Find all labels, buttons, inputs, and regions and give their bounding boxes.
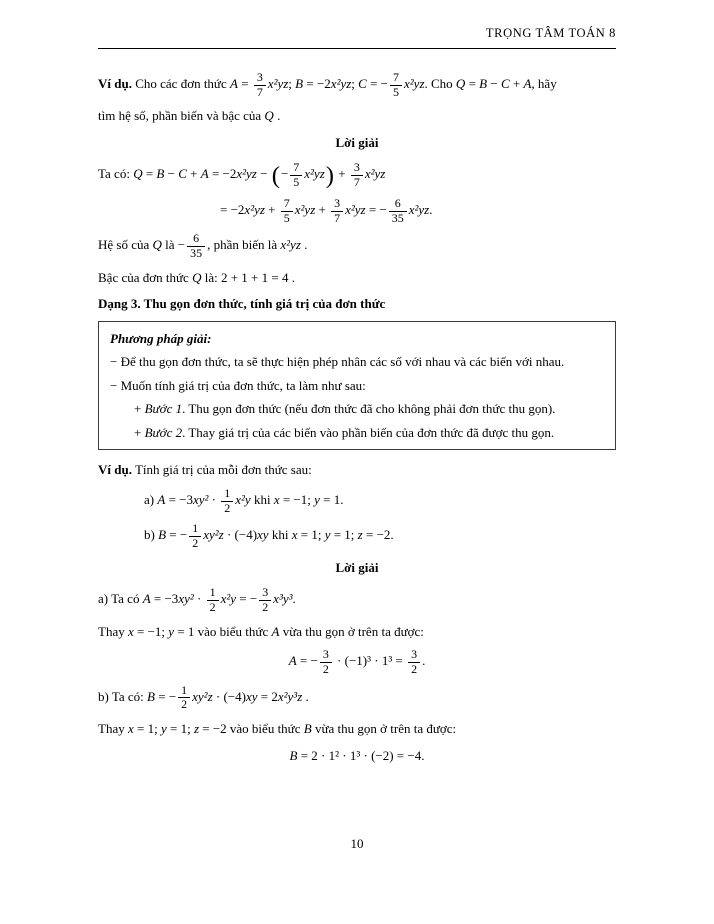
fraction-numerator: 3 <box>262 585 269 600</box>
text-segment: x²yz <box>345 202 366 218</box>
fraction-denominator: 35 <box>187 246 205 261</box>
text-segment: = 1. <box>319 492 344 508</box>
text-segment: . <box>292 591 296 607</box>
text-segment: z <box>357 527 363 543</box>
page-number: 10 <box>350 836 364 851</box>
example-2-intro <box>98 460 616 480</box>
text-segment: A <box>142 591 151 607</box>
text-segment: = −1; <box>133 623 169 639</box>
text-segment: + <box>335 166 349 182</box>
text-segment: = 1; <box>133 721 161 737</box>
text-segment: . <box>429 202 433 218</box>
solution-b-1 <box>98 684 616 712</box>
fraction-denominator: 2 <box>178 697 190 712</box>
fraction-numerator: 1 <box>192 521 199 536</box>
fraction-numerator: 1 <box>209 585 216 600</box>
text-segment: B <box>479 76 488 92</box>
text-segment: . <box>300 237 308 253</box>
text-segment: C <box>500 76 510 92</box>
text-segment: . Cho <box>424 76 456 92</box>
text-segment: x²yz <box>304 166 325 182</box>
text-segment: + <box>134 424 145 440</box>
text-segment: a) <box>144 492 158 508</box>
text-segment: . Thu gọn đơn thức (nếu đơn thức đã cho không phải đơn thức thu gọn). <box>182 401 556 417</box>
text-segment: xy <box>257 527 269 543</box>
text-segment: Ví dụ. <box>98 462 132 478</box>
solution-b-2 <box>98 719 616 739</box>
text-segment: y <box>314 492 320 508</box>
text-segment: · (−4) <box>212 688 246 704</box>
solution-a-1 <box>98 586 616 614</box>
text-segment: = −1; <box>279 492 315 508</box>
method-box <box>98 321 616 451</box>
text-segment: b) Ta có: <box>98 688 148 704</box>
text-segment: ; <box>351 76 359 92</box>
fraction-numerator: 3 <box>256 70 263 84</box>
text-segment: = 1; <box>297 527 325 543</box>
text-segment: x²yz <box>244 202 265 218</box>
text-segment: x²yz <box>404 76 425 92</box>
coefficient-line <box>98 232 616 260</box>
text-segment: Bước 1 <box>144 401 183 417</box>
text-segment: Phương pháp giải: <box>110 330 212 346</box>
text-segment: Q <box>152 237 162 253</box>
text-segment: x²yz <box>236 166 257 182</box>
fraction-numerator: 1 <box>181 682 188 697</box>
text-segment: · <box>193 591 205 607</box>
fraction-numerator: 7 <box>293 160 300 175</box>
text-segment: y <box>168 623 175 639</box>
page-footer <box>0 836 714 852</box>
text-segment: = −2. <box>362 527 394 543</box>
fraction-denominator: 35 <box>389 211 407 226</box>
text-segment: x <box>127 623 134 639</box>
text-segment: xy²z <box>192 688 213 704</box>
solution-a-2 <box>98 622 616 642</box>
method-step-1 <box>110 399 604 419</box>
text-segment: + <box>509 76 524 92</box>
text-segment: vừa thu gọn ở trên ta được: <box>311 721 457 737</box>
item-b <box>98 522 616 550</box>
text-segment: C <box>178 166 187 182</box>
text-segment: = − <box>366 76 389 92</box>
text-segment: , hãy <box>531 76 557 92</box>
text-segment: Hệ số của <box>98 237 153 253</box>
text-segment: Ví dụ. <box>98 76 132 92</box>
text-segment: A <box>288 653 297 669</box>
text-segment: B <box>156 166 165 182</box>
text-segment: Q <box>192 269 202 285</box>
text-segment: − <box>280 166 289 182</box>
fraction <box>189 522 201 550</box>
fraction-denominator: 5 <box>290 175 302 190</box>
text-segment: x²yz <box>408 202 430 218</box>
fraction <box>389 197 407 225</box>
text-segment: C <box>358 76 367 92</box>
text-segment: − <box>256 166 271 182</box>
text-segment: = −3 <box>150 591 179 607</box>
text-segment: vừa thu gọn ở trên ta được: <box>279 623 424 639</box>
text-segment: B <box>147 688 155 704</box>
text-segment: = <box>237 76 252 92</box>
solution-heading-1 <box>98 133 616 153</box>
text-segment: y <box>324 527 331 543</box>
fraction <box>259 586 271 614</box>
text-segment: x²y <box>220 591 237 607</box>
text-segment: = −3 <box>165 492 193 508</box>
text-segment: = − <box>154 688 177 704</box>
text-segment: = − <box>236 591 258 607</box>
text-segment: = 1; <box>330 527 358 543</box>
method-line-1 <box>110 352 604 372</box>
text-segment: + <box>264 202 279 218</box>
text-segment: = <box>465 76 480 92</box>
text-segment: = −2 <box>208 166 237 182</box>
fraction-denominator: 2 <box>320 662 332 677</box>
text-segment: . Thay giá trị của các biến vào phần biến của đơn thức đã được thu gọn. <box>182 424 555 440</box>
text-segment: − Để thu gọn đơn thức, ta sẽ thực hiện phép nhân các số với nhau và các biến với nhau. <box>110 354 565 370</box>
text-segment: Q <box>133 166 143 182</box>
text-segment: z <box>193 721 199 737</box>
text-segment: . <box>422 653 426 669</box>
paren: ( <box>271 161 280 189</box>
equation-line-2 <box>98 197 616 225</box>
fraction <box>178 684 190 712</box>
text-segment: . <box>302 688 309 704</box>
text-segment: x²yz <box>330 76 352 92</box>
text-segment: khi <box>268 527 292 543</box>
example-1-intro <box>98 71 616 99</box>
fraction-numerator: 3 <box>322 647 329 662</box>
text-segment: x²yz <box>280 237 301 253</box>
equation-line-1 <box>98 161 616 189</box>
text-segment: Bước 2 <box>144 424 183 440</box>
fraction-denominator: 2 <box>221 501 233 516</box>
text-segment: Q <box>264 108 274 124</box>
fraction <box>187 232 205 260</box>
text-segment: là: 2 + 1 + 1 = 4 . <box>201 269 295 285</box>
text-segment: B <box>158 527 167 543</box>
text-segment: + <box>186 166 201 182</box>
text-segment: Tính giá trị của mỗi đơn thức sau: <box>131 462 312 478</box>
fraction-numerator: 3 <box>334 195 341 210</box>
example-1-intro-2 <box>98 106 616 126</box>
text-segment: + <box>315 202 330 218</box>
text-segment: x²yz <box>364 166 386 182</box>
text-segment: = 2 · 1² · 1³ · (−2) = −4. <box>297 747 425 763</box>
fraction <box>331 197 343 225</box>
fraction-denominator: 7 <box>254 85 266 100</box>
fraction <box>390 71 402 99</box>
text-segment: Bậc của đơn thức <box>98 269 193 285</box>
fraction-denominator: 7 <box>331 211 343 226</box>
content <box>98 49 616 765</box>
text-segment: · <box>208 492 220 508</box>
text-segment: x²y³z <box>277 688 303 704</box>
header-title: TRỌNG TÂM TOÁN 8 <box>485 26 616 40</box>
text-segment: xy² <box>178 591 194 607</box>
text-segment: Q <box>455 76 466 92</box>
text-segment: x³y³ <box>273 591 293 607</box>
text-segment: x <box>127 721 134 737</box>
fraction-denominator: 2 <box>207 600 219 615</box>
text-segment: · (−1)³ · 1³ = <box>333 653 407 669</box>
fraction-denominator: 7 <box>351 175 363 190</box>
text-segment: Thay <box>98 623 128 639</box>
fraction-numerator: 7 <box>283 195 290 210</box>
paren: ) <box>325 161 334 189</box>
text-segment: Lời giải <box>335 134 379 150</box>
text-segment: − <box>487 76 501 92</box>
text-segment: a) Ta có <box>98 591 143 607</box>
fraction-denominator: 2 <box>259 600 271 615</box>
fraction-numerator: 1 <box>224 485 231 500</box>
solution-heading-2 <box>98 558 616 578</box>
method-step-2 <box>110 423 604 443</box>
text-segment: , phần biến là <box>207 237 281 253</box>
text-segment: Ta có: <box>98 166 134 182</box>
fraction-numerator: 6 <box>193 231 200 246</box>
text-segment: B <box>303 721 312 737</box>
text-segment: x <box>273 492 280 508</box>
text-segment: = 2 <box>257 688 278 704</box>
method-line-2 <box>110 376 604 396</box>
text-segment: = 1 vào biểu thức <box>174 623 272 639</box>
text-segment: Thay <box>98 721 128 737</box>
text-segment: − Muốn tính giá trị của đơn thức, ta làm như sau: <box>110 377 366 393</box>
text-segment: A <box>157 492 166 508</box>
fraction-numerator: 3 <box>353 160 360 175</box>
fraction-denominator: 5 <box>390 85 402 100</box>
text-segment: = −2 <box>220 202 245 218</box>
text-segment: xy²z <box>203 527 224 543</box>
item-a <box>98 487 616 515</box>
solution-a-result <box>98 648 616 676</box>
fraction <box>254 71 266 99</box>
text-segment: = − <box>166 527 188 543</box>
page-header <box>98 26 616 49</box>
method-title <box>110 329 604 349</box>
text-segment: x²yz <box>294 202 316 218</box>
fraction <box>221 487 233 515</box>
fraction-numerator: 3 <box>411 647 418 662</box>
fraction <box>290 161 302 189</box>
text-segment: A <box>200 166 209 182</box>
fraction <box>320 648 332 676</box>
text-segment: b) <box>144 527 159 543</box>
fraction-numerator: 7 <box>393 70 399 84</box>
text-segment: là − <box>161 237 186 253</box>
text-segment: = − <box>296 653 318 669</box>
text-segment: khi <box>250 492 274 508</box>
text-segment: Dạng 3. Thu gọn đơn thức, tính giá trị của đơn thức <box>98 296 386 312</box>
text-segment: ; <box>288 76 296 92</box>
fraction-denominator: 5 <box>281 211 293 226</box>
text-segment: x²y <box>235 492 251 508</box>
fraction-denominator: 2 <box>189 536 201 551</box>
text-segment: = −2 <box>303 76 331 92</box>
text-segment: A <box>271 623 280 639</box>
text-segment: B <box>295 76 304 92</box>
text-segment: x²yz <box>267 76 289 92</box>
text-segment: = 1; <box>166 721 194 737</box>
solution-b-result <box>98 746 616 766</box>
text-segment: xy <box>245 688 258 704</box>
fraction <box>281 197 293 225</box>
fraction-denominator: 2 <box>408 662 420 677</box>
degree-line <box>98 268 616 288</box>
text-segment: B <box>289 747 298 763</box>
text-segment: Cho các đơn thức <box>131 76 231 92</box>
text-segment: x <box>291 527 298 543</box>
text-segment: = −2 vào biểu thức <box>199 721 304 737</box>
text-segment: · (−4) <box>223 527 258 543</box>
text-segment: − <box>164 166 179 182</box>
text-segment: Lời giải <box>335 559 379 575</box>
text-segment: + <box>134 401 145 417</box>
fraction <box>207 586 219 614</box>
fraction <box>351 161 363 189</box>
fraction <box>408 648 420 676</box>
text-segment: = <box>142 166 157 182</box>
fraction-numerator: 6 <box>394 195 401 210</box>
text-segment: y <box>160 721 167 737</box>
text-segment: xy² <box>192 492 209 508</box>
text-segment: A <box>523 76 532 92</box>
text-segment: . <box>273 108 281 124</box>
section-heading <box>98 294 616 314</box>
text-segment: = − <box>365 202 387 218</box>
text-segment: A <box>230 76 238 92</box>
text-segment: tìm hệ số, phần biến và bậc của <box>98 108 265 124</box>
